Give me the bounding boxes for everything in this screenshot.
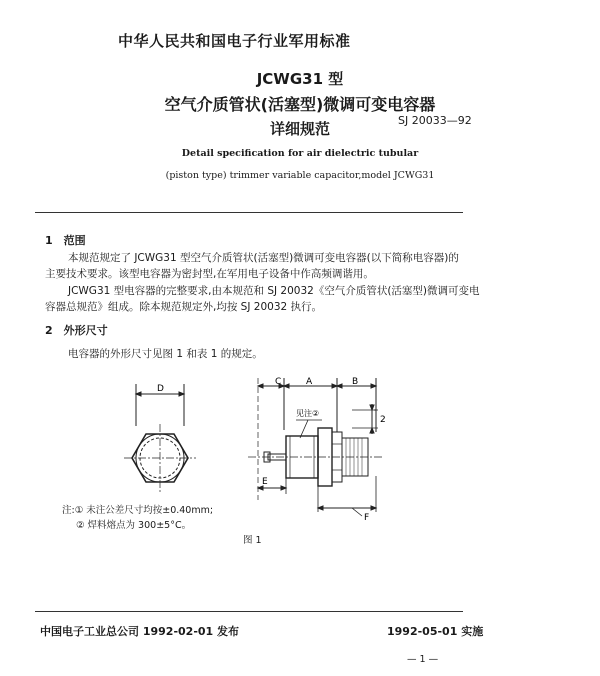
effective-date: 1992-05-01 实施 xyxy=(387,625,484,638)
main-title: 空气介质管状(活塞型)微调可变电容器 xyxy=(164,95,436,114)
figure-caption: 图 1 xyxy=(243,535,262,546)
header-divider xyxy=(35,212,463,213)
footer-divider xyxy=(35,611,463,612)
english-title-line2: (piston type) trimmer variable capacitor,model JCWG31 xyxy=(165,170,435,181)
section2-para: 电容器的外形尺寸见图 1 和表 1 的规定。 xyxy=(68,348,263,360)
callout-leader xyxy=(300,420,308,438)
section2-heading: 2 外形尺寸 xyxy=(45,324,108,337)
dim-C-label: C xyxy=(275,377,282,387)
dim-F-label: F xyxy=(364,513,370,523)
side-view xyxy=(248,378,384,516)
callout-label: 见注② xyxy=(296,409,320,418)
issuer-line: 中国电子工业总公司 1992-02-01 发布 xyxy=(40,625,240,638)
dim-F-leader xyxy=(352,508,362,516)
dim-A-label: A xyxy=(306,377,313,387)
figure-note2: ② 焊料熔点为 300±5°C。 xyxy=(76,520,192,531)
standard-number: SJ 20033—92 xyxy=(398,114,472,127)
dim-B-label: B xyxy=(352,377,359,387)
section1-para2-line2: 容器总规范》组成。除本规范规定外,均按 SJ 20032 执行。 xyxy=(45,301,323,313)
section1-heading: 1 范围 xyxy=(45,234,86,247)
sub-title: 详细规范 xyxy=(269,120,330,138)
dim-2-label: 2 xyxy=(380,415,386,425)
standard-category-title: 中华人民共和国电子行业军用标准 xyxy=(118,32,351,50)
section1-para2-line1: JCWG31 型电容器的完整要求,由本规范和 SJ 20032《空气介质管状(活塞型)微调可变电 xyxy=(68,285,480,297)
page-number: — 1 — xyxy=(407,654,439,665)
dim-D-arrow-left xyxy=(136,392,141,396)
dim-E-label: E xyxy=(262,477,268,487)
hex-end-view xyxy=(124,384,196,494)
section1-para1-line1: 本规范规定了 JCWG31 型空气介质管状(活塞型)微调可变电容器(以下简称电容器)的 xyxy=(68,252,459,264)
english-title-line1: Detail specification for air dielectric tubular xyxy=(181,148,419,159)
dim-D-label: D xyxy=(157,384,164,394)
model-title: JCWG31 型 xyxy=(256,70,344,88)
dim-D-arrow-right xyxy=(179,392,184,396)
section1-para1-line2: 主要技术要求。该型电容器为密封型,在军用电子设备中作高频调谐用。 xyxy=(45,268,374,280)
figure-note1: 注:① 未注公差尺寸均按±0.40mm; xyxy=(62,505,214,516)
